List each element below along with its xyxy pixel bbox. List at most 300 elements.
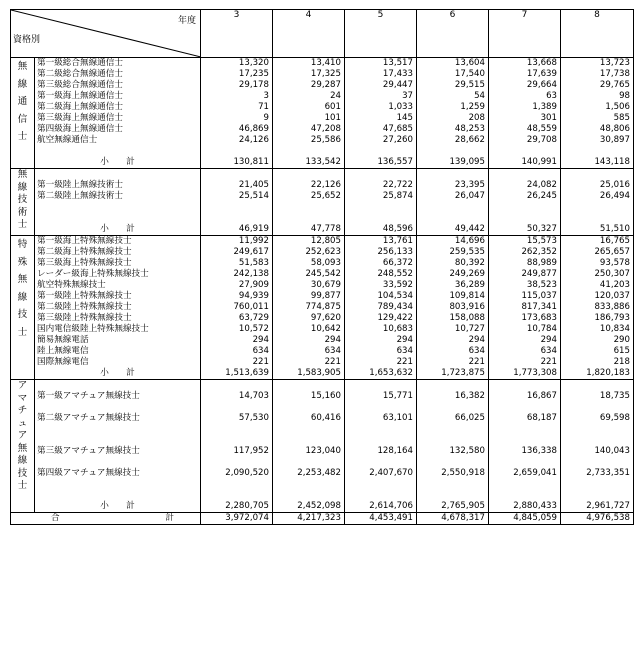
spacer (345, 479, 416, 490)
count-cell: 17,540 (454, 69, 485, 79)
count-cell: 221 (540, 357, 557, 367)
qualification-table (10, 9, 634, 525)
category-char: 技 (17, 309, 28, 320)
count-cell: 13,410 (310, 58, 341, 68)
count-cell: 21,405 (238, 180, 269, 190)
category-char: 技 (17, 194, 28, 205)
subtotal-cell: 50,327 (526, 224, 557, 234)
year-column (417, 58, 489, 169)
spacer (417, 402, 488, 413)
count-cell: 294 (468, 335, 485, 345)
spacer (201, 479, 272, 490)
count-cell: 25,016 (599, 180, 630, 190)
count-cell: 17,639 (526, 69, 557, 79)
count-cell: 25,652 (310, 191, 341, 201)
qualification-name: 第三級海上無線通信士 (37, 113, 123, 123)
spacer (417, 380, 488, 391)
spacer (35, 457, 200, 468)
year-header: 8 (561, 10, 634, 58)
spacer (345, 146, 416, 157)
count-cell: 93,578 (599, 258, 630, 268)
spacer (417, 424, 488, 435)
count-cell: 15,573 (526, 236, 557, 246)
subtotal-cell: 1,773,308 (513, 368, 557, 378)
spacer (201, 146, 272, 157)
year-column (417, 236, 489, 380)
year-column (345, 58, 417, 169)
qualification-name: 簡易無線電話 (37, 335, 89, 345)
category-char: 無 (17, 169, 28, 180)
subtotal-cell: 1,820,183 (586, 368, 630, 378)
count-cell: 259,535 (449, 247, 485, 257)
spacer (345, 213, 416, 224)
year-column (561, 58, 634, 169)
count-cell: 9 (263, 113, 269, 123)
count-cell: 58,093 (310, 258, 341, 268)
spacer (201, 435, 272, 446)
year-header-label: 年度 (177, 16, 196, 26)
qualification-name: 航空特殊無線技士 (37, 280, 106, 290)
year-column (489, 236, 561, 380)
count-cell: 57,530 (238, 413, 269, 423)
grand-total-value: 3,972,074 (225, 513, 269, 523)
count-cell: 129,422 (377, 313, 413, 323)
count-cell: 30,897 (599, 135, 630, 145)
category-char: 無 (17, 61, 28, 72)
category-char: 士 (17, 326, 28, 338)
qualification-names (35, 380, 201, 513)
spacer (489, 435, 560, 446)
spacer (273, 380, 344, 391)
grand-total-value: 4,976,538 (586, 513, 630, 523)
qualification-name: 第二級陸上特殊無線技士 (37, 302, 132, 312)
count-cell: 249,269 (449, 269, 485, 279)
count-cell: 22,126 (310, 180, 341, 190)
count-cell: 601 (324, 102, 341, 112)
count-cell: 115,037 (521, 291, 557, 301)
count-cell: 242,138 (233, 269, 269, 279)
year-column (345, 380, 417, 513)
count-cell: 46,869 (238, 124, 269, 134)
count-cell: 29,765 (599, 80, 630, 90)
count-cell: 15,771 (382, 391, 413, 401)
subtotal-cell: 130,811 (233, 157, 269, 167)
category-cell (11, 169, 35, 236)
count-cell: 1,259 (460, 102, 485, 112)
qualification-name: 第一級陸上特殊無線技士 (37, 291, 132, 301)
category-cell (11, 380, 35, 513)
qualification-name: 第二級総合無線通信士 (37, 69, 123, 79)
qualification-name: 国内電信級陸上特殊無線技士 (37, 324, 149, 334)
count-cell: 634 (252, 346, 269, 356)
grand-total-cell (201, 513, 273, 525)
category-char: ア (17, 380, 28, 391)
category-char: 線 (17, 291, 28, 303)
table-body (11, 10, 634, 525)
qualification-name: 第四級アマチュア無線技士 (37, 468, 140, 478)
count-cell: 14,696 (454, 236, 485, 246)
count-cell: 17,738 (599, 69, 630, 79)
count-cell: 774,875 (305, 302, 341, 312)
qualification-name: 陸上無線電信 (37, 346, 89, 356)
spacer (561, 202, 633, 213)
year-column (201, 380, 273, 513)
count-cell: 145 (396, 113, 413, 123)
spacer (35, 479, 200, 490)
count-cell: 16,867 (526, 391, 557, 401)
count-cell: 29,515 (454, 80, 485, 90)
count-cell: 173,683 (521, 313, 557, 323)
grand-total-cell (273, 513, 345, 525)
category-char: 線 (17, 181, 28, 193)
count-cell: 24,082 (526, 180, 557, 190)
count-cell: 26,245 (526, 191, 557, 201)
count-cell: 290 (613, 335, 630, 345)
count-cell: 120,037 (594, 291, 630, 301)
count-cell: 245,542 (305, 269, 341, 279)
spacer (489, 213, 560, 224)
grand-total-value: 4,845,059 (513, 513, 557, 523)
subtotal-cell: 1,723,875 (441, 368, 485, 378)
count-cell: 13,761 (382, 236, 413, 246)
subtotal-cell: 49,442 (454, 224, 485, 234)
spacer (489, 402, 560, 413)
header-diagonal-cell (11, 10, 201, 58)
count-cell: 221 (252, 357, 269, 367)
year-column (201, 58, 273, 169)
qualification-name: 第二級陸上無線技術士 (37, 191, 123, 201)
grand-total-label-cell (11, 513, 201, 525)
spacer (35, 202, 200, 213)
count-cell: 29,287 (310, 80, 341, 90)
group-row (11, 380, 634, 513)
year-column (201, 169, 273, 236)
spacer (561, 402, 633, 413)
count-cell: 38,523 (526, 280, 557, 290)
spacer (561, 457, 633, 468)
count-cell: 2,253,482 (297, 468, 341, 478)
count-cell: 2,090,520 (225, 468, 269, 478)
count-cell: 48,559 (526, 124, 557, 134)
category-char: ュ (17, 417, 28, 429)
count-cell: 33,592 (382, 280, 413, 290)
count-cell: 80,392 (454, 258, 485, 268)
count-cell: 256,133 (377, 247, 413, 257)
count-cell: 15,160 (310, 391, 341, 401)
subtotal-cell: 143,118 (594, 157, 630, 167)
year-column (489, 380, 561, 513)
count-cell: 26,047 (454, 191, 485, 201)
year-column (273, 236, 345, 380)
count-cell: 634 (396, 346, 413, 356)
count-cell: 301 (540, 113, 557, 123)
category-char: 殊 (17, 256, 28, 268)
spacer (417, 479, 488, 490)
count-cell: 101 (324, 113, 341, 123)
count-cell: 109,814 (449, 291, 485, 301)
count-cell: 17,325 (310, 69, 341, 79)
subtotal-cell: 1,583,905 (297, 368, 341, 378)
year-column (561, 169, 634, 236)
category-cell (11, 236, 35, 380)
spacer (35, 490, 200, 501)
spacer (201, 202, 272, 213)
year-header: 4 (273, 10, 345, 58)
qualification-name: 第一級アマチュア無線技士 (37, 391, 140, 401)
spacer (201, 169, 272, 180)
grand-total-cell (489, 513, 561, 525)
count-cell: 221 (324, 357, 341, 367)
count-cell: 221 (396, 357, 413, 367)
count-cell: 2,550,918 (441, 468, 485, 478)
subtotal-cell: 51,510 (599, 224, 630, 234)
count-cell: 27,260 (382, 135, 413, 145)
subtotal-cell: 2,961,727 (586, 501, 630, 511)
spacer (345, 202, 416, 213)
spacer (345, 457, 416, 468)
qualification-name: 第二級海上無線通信士 (37, 102, 123, 112)
count-cell: 294 (252, 335, 269, 345)
spacer (345, 424, 416, 435)
count-cell: 29,447 (382, 80, 413, 90)
count-cell: 12,805 (310, 236, 341, 246)
count-cell: 30,679 (310, 280, 341, 290)
spacer (489, 169, 560, 180)
qualification-name: 第一級総合無線通信士 (37, 58, 123, 68)
count-cell: 634 (468, 346, 485, 356)
spacer (417, 146, 488, 157)
spacer (201, 213, 272, 224)
qualification-names (35, 169, 201, 236)
subtotal-cell: 133,542 (305, 157, 341, 167)
spacer (489, 490, 560, 501)
qualification-name: 第一級海上特殊無線技士 (37, 236, 132, 246)
spacer (489, 479, 560, 490)
grand-total-value: 4,678,317 (441, 513, 485, 523)
year-column (273, 169, 345, 236)
count-cell: 186,793 (594, 313, 630, 323)
count-cell: 13,668 (526, 58, 557, 68)
spacer (489, 380, 560, 391)
category-char: 無 (17, 274, 28, 285)
category-char: 技 (17, 467, 28, 479)
category-char: 線 (17, 455, 28, 466)
category-char: 線 (17, 78, 28, 90)
count-cell: 634 (540, 346, 557, 356)
spacer (489, 424, 560, 435)
subtotal-cell: 48,596 (382, 224, 413, 234)
count-cell: 1,506 (605, 102, 630, 112)
count-cell: 104,534 (377, 291, 413, 301)
spacer (35, 146, 200, 157)
spacer (273, 490, 344, 501)
qualification-name: 国際無線電信 (37, 357, 89, 367)
year-header: 5 (345, 10, 417, 58)
count-cell: 123,040 (305, 446, 341, 456)
spacer (561, 169, 633, 180)
count-cell: 47,685 (382, 124, 413, 134)
spacer (561, 380, 633, 391)
subtotal-label: 小 計 (100, 368, 135, 378)
year-column (489, 58, 561, 169)
spacer (489, 202, 560, 213)
spacer (273, 457, 344, 468)
count-cell: 585 (613, 113, 630, 123)
spacer (35, 435, 200, 446)
spacer (489, 457, 560, 468)
spacer (489, 146, 560, 157)
spacer (273, 146, 344, 157)
subtotal-cell: 136,557 (377, 157, 413, 167)
count-cell: 817,341 (521, 302, 557, 312)
category-char: チ (17, 405, 28, 416)
subtotal-cell: 2,280,705 (225, 501, 269, 511)
spacer (201, 457, 272, 468)
subtotal-cell: 46,919 (238, 224, 269, 234)
subtotal-cell: 2,452,098 (297, 501, 341, 511)
year-column (417, 380, 489, 513)
category-char: 信 (17, 113, 28, 125)
spacer (273, 202, 344, 213)
count-cell: 252,623 (305, 247, 341, 257)
count-cell: 10,642 (310, 324, 341, 334)
count-cell: 13,604 (454, 58, 485, 68)
count-cell: 47,208 (310, 124, 341, 134)
spacer (273, 435, 344, 446)
group-row (11, 58, 634, 169)
count-cell: 1,033 (388, 102, 413, 112)
spacer (273, 424, 344, 435)
count-cell: 250,307 (594, 269, 630, 279)
qualification-names (35, 58, 201, 169)
spacer (417, 202, 488, 213)
group-row (11, 169, 634, 236)
spacer (35, 424, 200, 435)
qualification-name: 第一級陸上無線技術士 (37, 180, 123, 190)
spacer (561, 490, 633, 501)
spacer (273, 213, 344, 224)
count-cell: 71 (258, 102, 269, 112)
category-char: 士 (17, 219, 28, 230)
count-cell: 136,338 (521, 446, 557, 456)
grand-total-value: 4,453,491 (369, 513, 413, 523)
count-cell: 158,088 (449, 313, 485, 323)
count-cell: 24,126 (238, 135, 269, 145)
spacer (273, 479, 344, 490)
category-char: ア (17, 430, 28, 441)
count-cell: 26,494 (599, 191, 630, 201)
count-cell: 218 (613, 357, 630, 367)
spacer (345, 402, 416, 413)
spacer (345, 490, 416, 501)
count-cell: 117,952 (233, 446, 269, 456)
count-cell: 98 (619, 91, 630, 101)
count-cell: 248,552 (377, 269, 413, 279)
qualification-name: 第三級海上特殊無線技士 (37, 258, 132, 268)
spacer (201, 490, 272, 501)
count-cell: 615 (613, 346, 630, 356)
count-cell: 51,583 (238, 258, 269, 268)
spacer (417, 213, 488, 224)
count-cell: 28,662 (454, 135, 485, 145)
count-cell: 17,235 (238, 69, 269, 79)
count-cell: 14,703 (238, 391, 269, 401)
count-cell: 63,729 (238, 313, 269, 323)
count-cell: 10,784 (526, 324, 557, 334)
qualification-name: 航空無線通信士 (37, 135, 98, 145)
spacer (345, 380, 416, 391)
count-cell: 132,580 (449, 446, 485, 456)
count-cell: 69,598 (599, 413, 630, 423)
spacer (273, 169, 344, 180)
count-cell: 66,372 (382, 258, 413, 268)
spacer (35, 380, 200, 391)
spacer (35, 213, 200, 224)
grand-total-label-a: 合 (51, 513, 60, 523)
count-cell: 634 (324, 346, 341, 356)
count-cell: 25,514 (238, 191, 269, 201)
spacer (561, 435, 633, 446)
category-char: 術 (17, 206, 28, 218)
grand-total-cell (345, 513, 417, 525)
subtotal-cell: 2,880,433 (513, 501, 557, 511)
count-cell: 54 (474, 91, 485, 101)
count-cell: 13,320 (238, 58, 269, 68)
year-header: 7 (489, 10, 561, 58)
spacer (561, 479, 633, 490)
count-cell: 249,877 (521, 269, 557, 279)
count-cell: 25,874 (382, 191, 413, 201)
year-column (273, 58, 345, 169)
spacer (345, 435, 416, 446)
subtotal-cell: 47,778 (310, 224, 341, 234)
count-cell: 16,382 (454, 391, 485, 401)
spacer (35, 402, 200, 413)
count-cell: 803,916 (449, 302, 485, 312)
count-cell: 18,735 (599, 391, 630, 401)
grand-total-cell (417, 513, 489, 525)
spacer (561, 424, 633, 435)
count-cell: 99,877 (310, 291, 341, 301)
qualification-name: レーダー級海上特殊無線技士 (37, 269, 149, 279)
count-cell: 17,433 (382, 69, 413, 79)
count-cell: 63 (546, 91, 557, 101)
qualification-names (35, 236, 201, 380)
qualification-name: 第三級陸上特殊無線技士 (37, 313, 132, 323)
spacer (201, 402, 272, 413)
year-column (273, 380, 345, 513)
year-header: 3 (201, 10, 273, 58)
count-cell: 60,416 (310, 413, 341, 423)
year-column (561, 236, 634, 380)
count-cell: 29,178 (238, 80, 269, 90)
count-cell: 48,253 (454, 124, 485, 134)
qualification-name: 第二級海上特殊無線技士 (37, 247, 132, 257)
spacer (561, 213, 633, 224)
category-cell (11, 58, 35, 169)
spacer (417, 490, 488, 501)
count-cell: 294 (540, 335, 557, 345)
count-cell: 262,352 (521, 247, 557, 257)
count-cell: 48,806 (599, 124, 630, 134)
count-cell: 25,586 (310, 135, 341, 145)
grand-total-row (11, 513, 634, 525)
spacer (201, 424, 272, 435)
count-cell: 265,657 (594, 247, 630, 257)
qualification-name: 第三級総合無線通信士 (37, 80, 123, 90)
subtotal-label: 小 計 (100, 157, 135, 167)
year-column (561, 380, 634, 513)
